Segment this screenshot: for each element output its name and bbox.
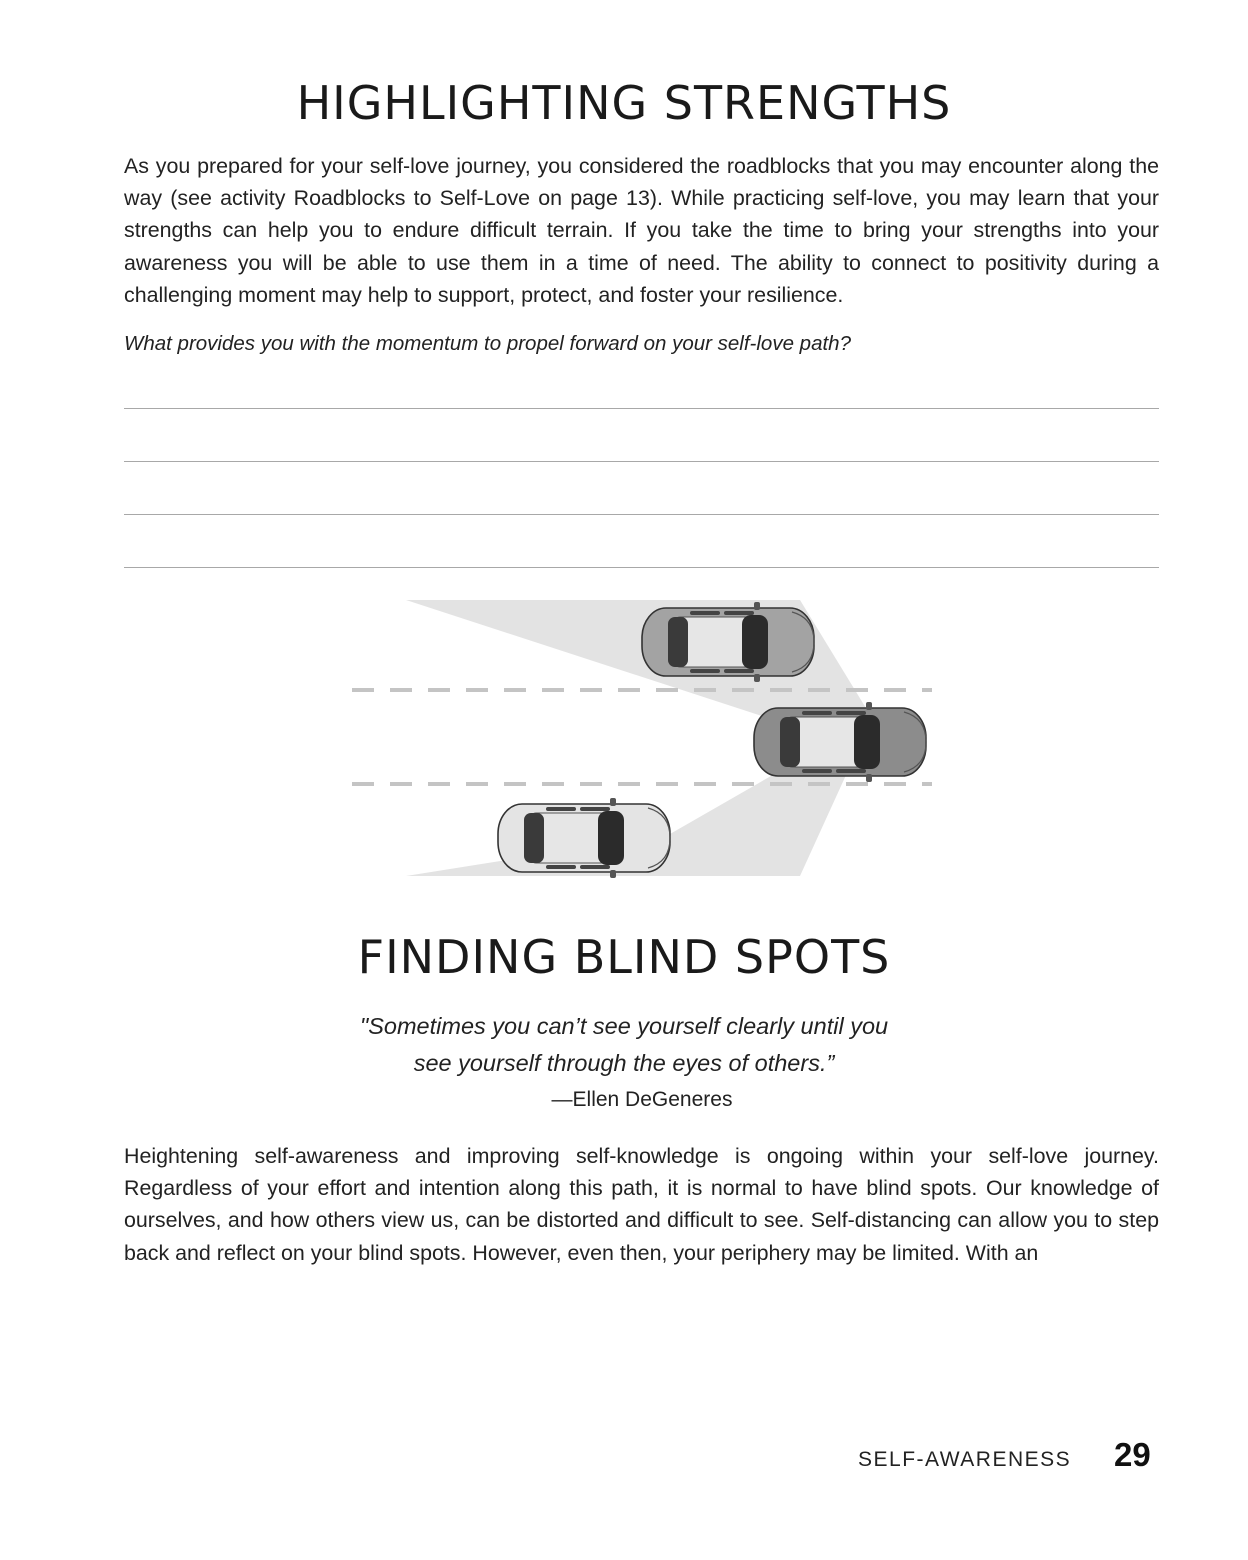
car-bottom-lane	[498, 798, 670, 878]
writing-line[interactable]	[124, 514, 1159, 515]
page-number: 29	[1114, 1436, 1151, 1473]
section-title-highlighting-strengths: HIGHLIGHTING STRENGTHS	[296, 76, 952, 130]
section-title-finding-blind-spots: FINDING BLIND SPOTS	[357, 930, 891, 984]
quote-line-1: "Sometimes you can’t see yourself clearly until you	[359, 1013, 889, 1039]
car-top-lane	[642, 602, 814, 682]
car-middle-lane	[754, 702, 926, 782]
quote-line-2: see yourself through the eyes of others.”	[413, 1050, 835, 1076]
blind-spot-cars-illustration	[340, 598, 940, 880]
writing-line[interactable]	[124, 567, 1159, 568]
journal-prompt: What provides you with the momentum to propel forward on your self-love path?	[124, 332, 851, 355]
blind-spots-paragraph: Heightening self-awareness and improving self-knowledge is ongoing within your self-love journey. Regardless of your effort and intention along this path, it is normal to have blind spots. Our knowledge of ourselves, and how others view us, can be distorted and difficult to see. Self-distancing can allow you to step back and reflect on your blind spots. However, even then, your periphery may be limited. With an	[124, 1144, 1159, 1265]
intro-paragraph: As you prepared for your self-love journey, you considered the roadblocks that you may encounter along the way (see activity Roadblocks to Self-Love on page 13). While practicing self-love, you may learn that your strengths can help you to endure difficult terrain. If you take the time to bring your strengths into your awareness you will be able to use them in a time of need. The ability to connect to positivity during a challenging moment may help to support, protect, and foster your resilience.	[124, 154, 1159, 307]
writing-line[interactable]	[124, 461, 1159, 462]
quote-attribution: —Ellen DeGeneres	[551, 1088, 733, 1111]
writing-line[interactable]	[124, 408, 1159, 409]
footer-section-label: SELF-AWARENESS	[858, 1448, 1072, 1471]
